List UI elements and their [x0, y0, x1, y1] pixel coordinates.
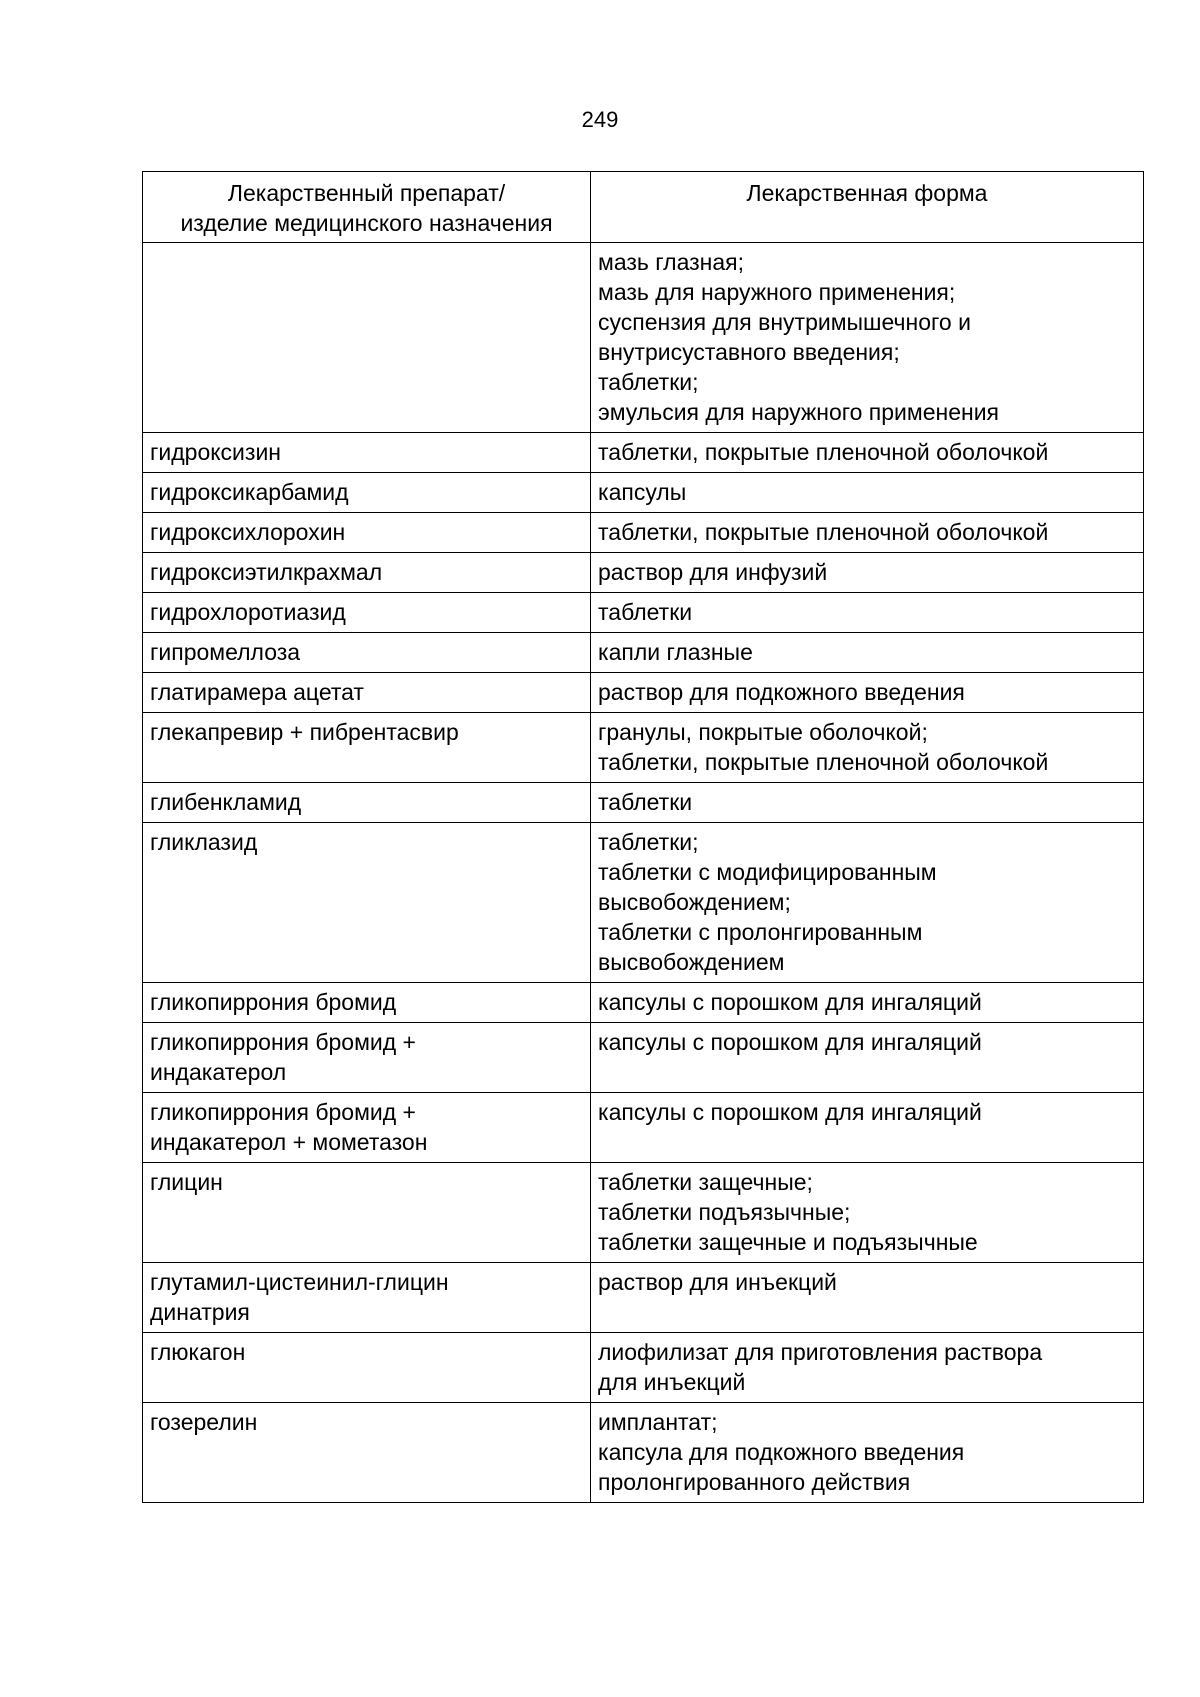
table-row	[143, 513, 1144, 553]
dosage-form-line: мазь глазная;	[598, 249, 744, 275]
drug-name-line: глекапревир + пибрентасвир	[150, 719, 459, 745]
dosage-form-line: капсулы	[598, 479, 687, 505]
dosage-form-line: таблетки с модифицированным	[598, 859, 937, 885]
dosage-form-line: высвобождением	[598, 949, 785, 975]
dosage-form-line: раствор для инъекций	[598, 1269, 837, 1295]
dosage-form-line: капсулы с порошком для ингаляций	[598, 1099, 982, 1125]
header-drug-line: Лекарственный препарат/	[227, 180, 506, 206]
table-row	[143, 473, 1144, 513]
drug-name-line: глюкагон	[150, 1339, 246, 1365]
dosage-form-cell	[591, 1403, 1144, 1503]
drug-name-cell	[143, 783, 591, 823]
drug-name-line: динатрия	[150, 1299, 250, 1325]
drug-name-cell	[143, 1333, 591, 1403]
drug-name-cell	[143, 473, 591, 513]
table-row	[143, 1023, 1144, 1093]
drug-name-line: гидроксикарбамид	[150, 479, 349, 505]
table-row	[143, 1093, 1144, 1163]
dosage-form-cell	[591, 983, 1144, 1023]
table-header-row	[143, 172, 1144, 243]
dosage-form-cell	[591, 1093, 1144, 1163]
table-row	[143, 633, 1144, 673]
dosage-form-line: мазь для наружного применения;	[598, 279, 956, 305]
dosage-form-cell	[591, 783, 1144, 823]
dosage-form-cell	[591, 713, 1144, 783]
drug-name-cell	[143, 633, 591, 673]
page-number: 249	[581, 107, 619, 132]
table-row	[143, 593, 1144, 633]
drug-name-line: гидроксиэтилкрахмал	[150, 559, 383, 585]
dosage-form-line: таблетки	[598, 599, 693, 625]
table-row	[143, 1403, 1144, 1503]
header-form-line: Лекарственная форма	[746, 180, 988, 206]
table-row	[143, 713, 1144, 783]
drug-name-line: гидроксихлорохин	[150, 519, 346, 545]
drug-name-line: гликопиррония бромид +	[150, 1029, 416, 1055]
table-row	[143, 783, 1144, 823]
dosage-form-line: таблетки, покрытые пленочной оболочкой	[598, 439, 1049, 465]
dosage-form-line: таблетки подъязычные;	[598, 1199, 851, 1225]
dosage-form-line: таблетки защечные;	[598, 1169, 813, 1195]
drug-name-line: индакатерол + мометазон	[150, 1129, 428, 1155]
drug-name-line: индакатерол	[150, 1059, 287, 1085]
dosage-form-cell	[591, 593, 1144, 633]
dosage-form-line: высвобождением;	[598, 889, 791, 915]
table-row	[143, 1263, 1144, 1333]
dosage-form-line: таблетки, покрытые пленочной оболочкой	[598, 519, 1049, 545]
dosage-form-cell	[591, 1263, 1144, 1333]
dosage-form-line: капсулы с порошком для ингаляций	[598, 1029, 982, 1055]
dosage-form-line: раствор для подкожного введения	[598, 679, 965, 705]
table-row	[143, 823, 1144, 983]
dosage-form-cell	[591, 1023, 1144, 1093]
dosage-form-cell	[591, 553, 1144, 593]
drug-name-cell	[143, 433, 591, 473]
drug-name-line: гозерелин	[150, 1409, 258, 1435]
dosage-form-cell	[591, 1333, 1144, 1403]
drug-name-cell	[143, 1263, 591, 1333]
drug-name-cell	[143, 673, 591, 713]
table-row	[143, 1333, 1144, 1403]
drug-name-cell	[143, 983, 591, 1023]
drug-name-line: гидроксизин	[150, 439, 282, 465]
dosage-form-line: таблетки, покрытые пленочной оболочкой	[598, 749, 1049, 775]
dosage-form-cell	[591, 673, 1144, 713]
drug-name-cell	[143, 1093, 591, 1163]
dosage-form-line: гранулы, покрытые оболочкой;	[598, 719, 928, 745]
dosage-form-line: эмульсия для наружного применения	[598, 399, 1000, 425]
dosage-form-cell	[591, 823, 1144, 983]
table-row	[143, 1163, 1144, 1263]
dosage-form-cell	[591, 473, 1144, 513]
dosage-form-line: капсулы с порошком для ингаляций	[598, 989, 982, 1015]
dosage-form-line: лиофилизат для приготовления раствора	[598, 1339, 1043, 1365]
drug-name-line: гидрохлоротиазид	[150, 599, 346, 625]
drug-name-line: глутамил-цистеинил-глицин	[150, 1269, 449, 1295]
dosage-form-line: таблетки	[598, 789, 693, 815]
dosage-form-line: имплантат;	[598, 1409, 718, 1435]
medication-table	[142, 171, 1144, 1503]
dosage-form-line: для инъекций	[598, 1369, 746, 1395]
drug-name-line: гликлазид	[150, 829, 258, 855]
drug-name-cell	[143, 1163, 591, 1263]
dosage-form-cell	[591, 513, 1144, 553]
drug-name-cell	[143, 513, 591, 553]
dosage-form-line: таблетки;	[598, 829, 699, 855]
drug-name-cell	[143, 1403, 591, 1503]
drug-name-cell	[143, 243, 591, 433]
drug-name-cell	[143, 593, 591, 633]
table-row	[143, 983, 1144, 1023]
drug-name-cell	[143, 553, 591, 593]
dosage-form-line: пролонгированного действия	[598, 1469, 911, 1495]
drug-name-line: гипромеллоза	[150, 639, 301, 665]
table-body	[143, 243, 1144, 1503]
drug-name-cell	[143, 1023, 591, 1093]
drug-name-line: глицин	[150, 1169, 223, 1195]
dosage-form-cell	[591, 243, 1144, 433]
header-drug-line: изделие медицинского назначения	[180, 210, 553, 236]
header-drug	[143, 172, 591, 243]
dosage-form-cell	[591, 433, 1144, 473]
table-row	[143, 433, 1144, 473]
dosage-form-line: таблетки с пролонгированным	[598, 919, 923, 945]
drug-name-line: глатирамера ацетат	[150, 679, 364, 705]
dosage-form-line: таблетки защечные и подъязычные	[598, 1229, 978, 1255]
drug-name-line: глибенкламид	[150, 789, 302, 815]
drug-name-line: гликопиррония бромид +	[150, 1099, 416, 1125]
dosage-form-cell	[591, 633, 1144, 673]
dosage-form-line: таблетки;	[598, 369, 699, 395]
dosage-form-line: капсула для подкожного введения	[598, 1439, 965, 1465]
drug-name-cell	[143, 713, 591, 783]
table-row	[143, 243, 1144, 433]
dosage-form-cell	[591, 1163, 1144, 1263]
dosage-form-line: капли глазные	[598, 639, 753, 665]
dosage-form-line: раствор для инфузий	[598, 559, 828, 585]
header-form	[591, 172, 1144, 243]
dosage-form-line: суспензия для внутримышечного и	[598, 309, 971, 335]
drug-name-line: гликопиррония бромид	[150, 989, 397, 1015]
table-row	[143, 553, 1144, 593]
dosage-form-line: внутрисуставного введения;	[598, 339, 900, 365]
drug-name-cell	[143, 823, 591, 983]
table-row	[143, 673, 1144, 713]
